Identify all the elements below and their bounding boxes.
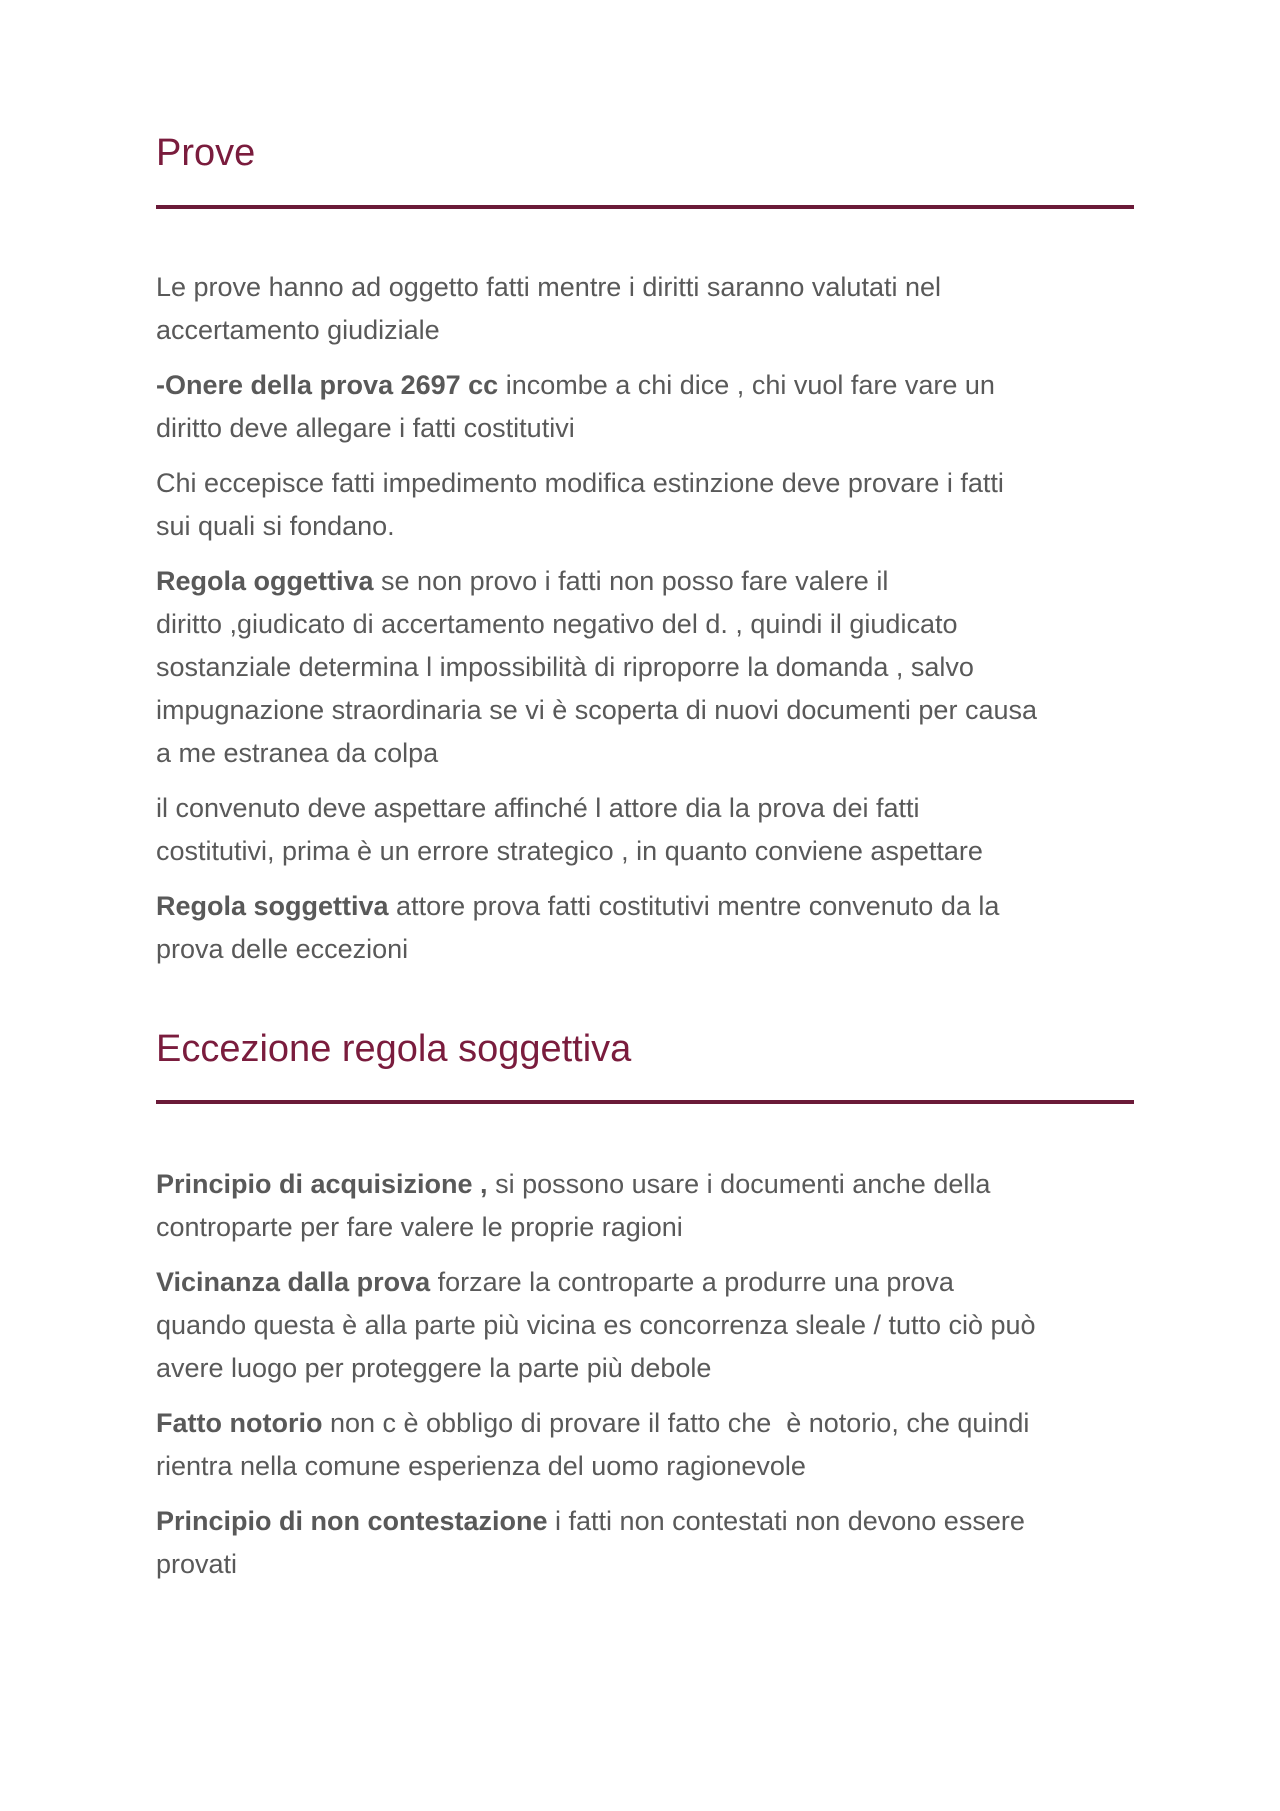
- paragraph-line: [156, 364, 1136, 407]
- paragraph: [156, 885, 1136, 971]
- paragraph-line: [156, 689, 1136, 732]
- paragraph: [156, 266, 1136, 352]
- line-text: sui quali si fondano.: [156, 511, 395, 541]
- line-text: costitutivi, prima è un errore strategico , in quanto conviene aspettare: [156, 836, 983, 866]
- line-text: provati: [156, 1549, 238, 1579]
- line-text: attore prova fatti costitutivi mentre convenuto da la: [388, 891, 1000, 921]
- paragraph-line: [156, 266, 1136, 309]
- lead-term: Regola oggettiva: [156, 566, 374, 596]
- section-body-eccezione: [156, 1163, 1136, 1598]
- line-text: il convenuto deve aspettare affinché l attore dia la prova dei fatti: [156, 793, 920, 823]
- paragraph-line: [156, 1445, 1136, 1488]
- lead-term: -Onere della prova 2697 cc: [156, 370, 499, 400]
- line-text: controparte per fare valere le proprie ragioni: [156, 1212, 683, 1242]
- line-text: Le prove hanno ad oggetto fatti mentre i diritti saranno valutati nel: [156, 272, 941, 302]
- line-text: accertamento giudiziale: [156, 315, 440, 345]
- paragraph-line: [156, 1163, 1136, 1206]
- line-text: diritto deve allegare i fatti costitutivi: [156, 413, 575, 443]
- line-text: diritto ,giudicato di accertamento negativo del d. , quindi il giudicato: [156, 609, 958, 639]
- paragraph-line: [156, 560, 1136, 603]
- line-text: impugnazione straordinaria se vi è scoperta di nuovi documenti per causa: [156, 695, 1037, 725]
- line-text: i fatti non contestati non devono essere: [547, 1506, 1025, 1536]
- paragraph-line: [156, 1543, 1136, 1586]
- lead-term: Principio di acquisizione ,: [156, 1169, 488, 1199]
- paragraph: [156, 1500, 1136, 1586]
- paragraph-line: [156, 1206, 1136, 1249]
- paragraph-line: [156, 928, 1136, 971]
- section-divider: [156, 205, 1134, 209]
- line-text: si possono usare i documenti anche della: [487, 1169, 991, 1199]
- lead-term: Regola soggettiva: [156, 891, 389, 921]
- line-text: quando questa è alla parte più vicina es concorrenza sleale / tutto ciò può: [156, 1310, 1036, 1340]
- paragraph-line: [156, 603, 1136, 646]
- paragraph-line: [156, 1261, 1136, 1304]
- line-text: se non provo i fatti non posso fare valere il: [373, 566, 889, 596]
- paragraph-line: [156, 787, 1136, 830]
- line-text: prova delle eccezioni: [156, 934, 409, 964]
- paragraph-line: [156, 646, 1136, 689]
- paragraph: [156, 364, 1136, 450]
- paragraph: [156, 560, 1136, 775]
- paragraph-line: [156, 407, 1136, 450]
- paragraph: [156, 1261, 1136, 1390]
- paragraph-line: [156, 1304, 1136, 1347]
- line-text: a me estranea da colpa: [156, 738, 439, 768]
- paragraph-line: [156, 830, 1136, 873]
- section-body-prove: [156, 266, 1136, 983]
- line-text: forzare la controparte a produrre una prova: [430, 1267, 954, 1297]
- lead-term: Fatto notorio: [156, 1408, 323, 1438]
- paragraph-line: [156, 885, 1136, 928]
- paragraph: [156, 787, 1136, 873]
- paragraph: [156, 462, 1136, 548]
- paragraph-line: [156, 309, 1136, 352]
- line-text: rientra nella comune esperienza del uomo ragionevole: [156, 1451, 806, 1481]
- lead-term: Principio di non contestazione: [156, 1506, 548, 1536]
- paragraph-line: [156, 505, 1136, 548]
- section-divider: [156, 1100, 1134, 1104]
- line-text: avere luogo per proteggere la parte più debole: [156, 1353, 712, 1383]
- paragraph-line: [156, 462, 1136, 505]
- paragraph-line: [156, 1347, 1136, 1390]
- lead-term: Vicinanza dalla prova: [156, 1267, 431, 1297]
- line-text: Chi eccepisce fatti impedimento modifica estinzione deve provare i fatti: [156, 468, 1004, 498]
- line-text: incombe a chi dice , chi vuol fare vare un: [498, 370, 995, 400]
- paragraph-line: [156, 732, 1136, 775]
- section-heading-prove: Prove: [156, 132, 256, 174]
- line-text: non c è obbligo di provare il fatto che è notorio, che quindi: [322, 1408, 1030, 1438]
- section-heading-eccezione-regola-soggettiva: Eccezione regola soggettiva: [156, 1028, 632, 1070]
- line-text: sostanziale determina l impossibilità di riproporre la domanda , salvo: [156, 652, 974, 682]
- paragraph-line: [156, 1402, 1136, 1445]
- paragraph-line: [156, 1500, 1136, 1543]
- paragraph: [156, 1402, 1136, 1488]
- paragraph: [156, 1163, 1136, 1249]
